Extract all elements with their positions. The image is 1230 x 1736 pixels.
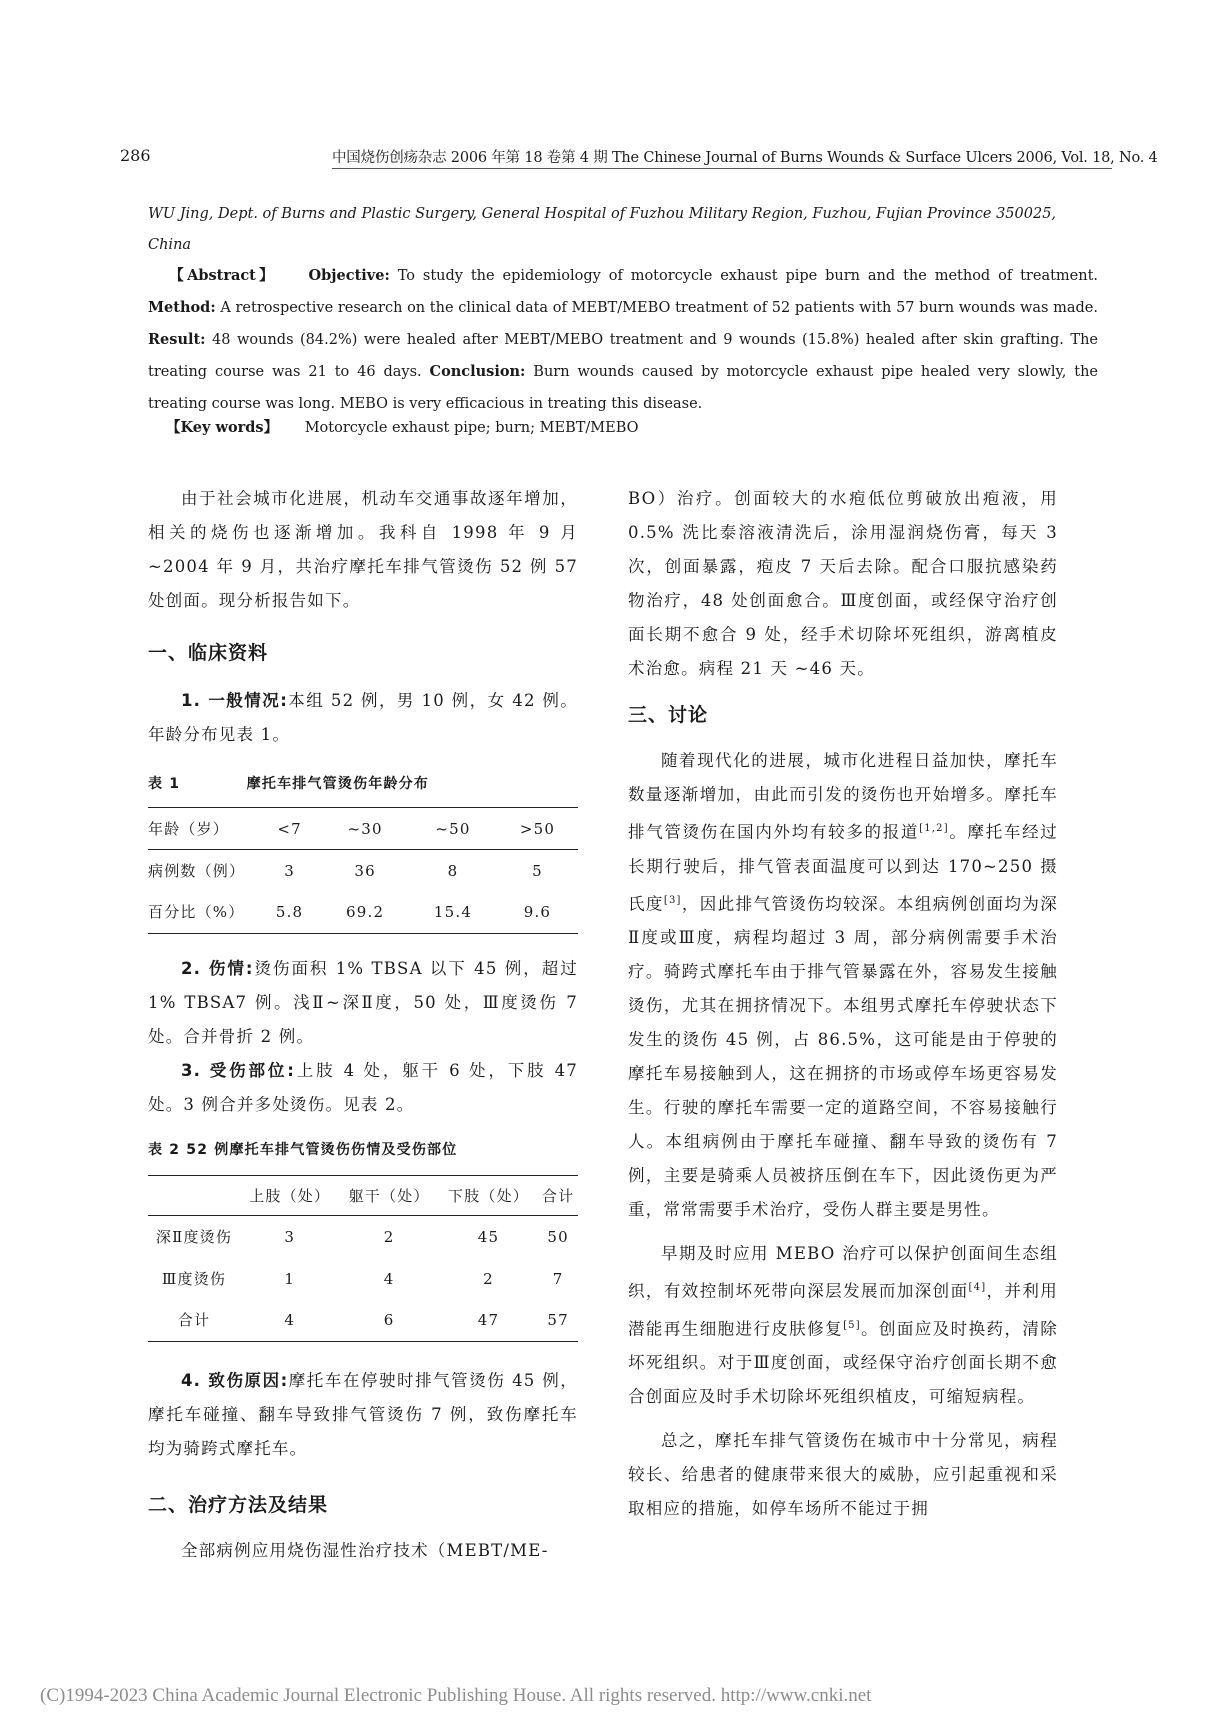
table-1-cell: 百分比（%） [148, 903, 245, 922]
table-1 [148, 807, 578, 934]
objective-label: Objective: [308, 267, 390, 284]
table-2-cell: 2 [383, 1227, 395, 1246]
method-label: Method: [148, 299, 216, 316]
table-1-cell: 8 [447, 861, 459, 880]
right-column [628, 482, 1058, 1526]
table-2-header-cell: 下肢（处） [448, 1186, 530, 1205]
table-2-cell: 深Ⅱ度烫伤 [155, 1227, 233, 1246]
discussion-1-part-a: 随着现代化的进展，城市化进程日益加快，摩托车数量逐渐增加，由此而引发的烫伤也开始增多。摩托车排气管烫伤在国内外均有较多的报道 [628, 751, 1058, 842]
discussion-paragraph-2 [628, 1237, 1058, 1414]
table-1-cell: ~30 [347, 819, 383, 838]
table-2-row [148, 1300, 578, 1342]
table-1-cell: 年龄（岁） [148, 819, 230, 838]
table-1-cell: 69.2 [346, 903, 385, 922]
copyright-footer: (C)1994-2023 China Academic Journal Electronic Publishing House. All rights reserved. http://www.cnki.net [40, 1685, 872, 1706]
table-2-cell: 2 [483, 1269, 494, 1288]
item-1-text: 本组 52 例，男 10 例，女 42 例。年龄分布见表 1。 [148, 691, 578, 744]
item-1-paragraph [148, 684, 578, 752]
table-2-cell: 50 [547, 1227, 569, 1246]
left-column [148, 482, 578, 1568]
table-2-header-cell: 合计 [541, 1186, 575, 1205]
table-2-cell: Ⅲ度烫伤 [161, 1269, 227, 1288]
table-1-label: 表 1 [148, 776, 181, 792]
item-2-paragraph [148, 952, 578, 1054]
table-2-cell: 7 [552, 1269, 564, 1288]
item-1-label: 1. 一般情况: [181, 691, 288, 710]
table-2-cell: 合计 [177, 1311, 211, 1330]
table-2-cell: 45 [477, 1227, 500, 1246]
affiliation-line-1: WU Jing, Dept. of Burns and Plastic Surgery, General Hospital of Fuzhou Military Region, Fuzhou, Fujian Province 350025, [148, 206, 1057, 222]
reference-5: [5] [843, 1319, 861, 1331]
english-abstract [148, 260, 1098, 420]
reference-4: [4] [968, 1282, 987, 1293]
treatment-paragraph: BO）治疗。创面较大的水疱低位剪破放出疱液，用 0.5% 洗比泰溶液清洗后，涂用湿润烧伤膏，每天 3 次，创面暴露，疱皮 7 天后去除。配合口服抗感染药物治疗，48 处创面愈合。Ⅲ度创面，或经保守治疗创面长期不愈合 9 处，经手术切除坏死组织，游离植皮术治愈。病程 21 天 ~46 天。 [628, 489, 1058, 678]
table-1-row [148, 892, 578, 934]
page-number: 286 [120, 146, 151, 165]
item-4-text: 摩托车在停驶时排气管烫伤 45 例，摩托车碰撞、翻车导致排气管烫伤 7 例，致伤摩托车均为骑跨式摩托车。 [148, 1371, 578, 1458]
table-2-header-row [148, 1176, 578, 1216]
item-2-label: 2. 伤情: [181, 959, 254, 978]
section-2-title: 二、治疗方法及结果 [148, 1494, 329, 1516]
keywords-label: 【Key words】 [166, 419, 279, 436]
table-2 [148, 1175, 578, 1342]
item-3-paragraph [148, 1054, 578, 1122]
table-2-cell: 3 [284, 1227, 296, 1246]
table-2-row [148, 1258, 578, 1300]
table-1-row [148, 808, 578, 850]
affiliation-line-2: China [148, 237, 192, 253]
table-1-cell: 5.8 [275, 903, 304, 922]
table-2-header-cell [148, 1176, 240, 1216]
reference-3: [3] [663, 894, 682, 906]
conclusion-text: Burn wounds caused by motorcycle exhaust pipe healed very slowly, the treating course was long. MEBO is very efficacious in treating this disease. [148, 364, 1099, 412]
table-2-header-cell: 上肢（处） [249, 1186, 331, 1205]
item-4-label: 4. 致伤原因: [181, 1371, 289, 1390]
intro-paragraph: 由于社会城市化进展，机动车交通事故逐年增加，相关的烧伤也逐渐增加。我科自 1998 年 9 月 ~2004 年 9 月，共治疗摩托车排气管烫伤 52 例 57 处创面。现分析报告如下。 [148, 489, 578, 610]
author-affiliation [148, 199, 1098, 261]
table-1-title: 摩托车排气管烫伤年龄分布 [246, 776, 430, 792]
section-3-title: 三、讨论 [628, 704, 709, 726]
table-1-cell: 9.6 [523, 903, 552, 922]
table-2-cell: 1 [284, 1269, 296, 1288]
item-3-label: 3. 受伤部位: [181, 1061, 296, 1080]
discussion-2-part-b: ，并利用潜能再生细胞进行皮肤修复 [628, 1281, 1058, 1338]
reference-1-2: [1,2] [919, 823, 949, 834]
table-1-cell: 3 [284, 861, 295, 880]
table-1-cell: <7 [277, 819, 302, 838]
table-1-row [148, 850, 578, 892]
result-label: Result: [148, 331, 206, 348]
keywords [166, 416, 639, 437]
discussion-paragraph-1 [628, 744, 1058, 1227]
journal-running-head: 中国烧伤创疡杂志 2006 年第 18 卷第 4 期 The Chinese Journal of Burns Wounds & Surface Ulcers 2006, Vol. 18, No. 4 [332, 150, 1158, 166]
method-text: A retrospective research on the clinical data of MEBT/MEBO treatment of 52 patients with 57 burn wounds was made. [220, 300, 1098, 316]
objective-text: To study the epidemiology of motorcycle exhaust pipe burn and the method of treatment. [397, 268, 1099, 284]
conclusion-label: Conclusion: [429, 363, 526, 380]
table-1-cell: 15.4 [433, 903, 473, 922]
table-1-cell: 36 [354, 861, 376, 880]
abstract-label: 【Abstract】 [166, 267, 277, 284]
discussion-2-part-c: 。创面应及时换药，清除坏死组织。对于Ⅲ度创面，或经保守治疗创面长期不愈合创面应及时手术切除坏死组织植皮，可缩短病程。 [628, 1319, 1058, 1406]
item-3-text: 上肢 4 处，躯干 6 处，下肢 47 处。3 例合并多处烫伤。见表 2。 [148, 1061, 578, 1114]
table-2-header-cell: 躯干（处） [348, 1186, 430, 1205]
discussion-2-part-a: 早期及时应用 MEBO 治疗可以保护创面间生态组织，有效控制坏死带向深层发展而加深创面 [628, 1244, 1058, 1301]
section-2-paragraph: 全部病例应用烧伤湿性治疗技术（MEBT/ME- [181, 1541, 549, 1560]
table-2-cell: 4 [284, 1311, 296, 1330]
table-1-caption [148, 766, 578, 801]
discussion-1-part-c: ，因此排气管烫伤均较深。本组病例创面均为深Ⅱ度或Ⅲ度，病程均超过 3 周，部分病例需要手术治疗。骑跨式摩托车由于排气管暴露在外，容易发生接触烫伤，尤其在拥挤情况下。本组男式摩托车停驶状态下发生的烫伤 45 例，占 86.5%，这可能是由于停驶的摩托车易接触到人，这在拥挤的市场或停车场更容易发生。行驶的摩托车需要一定的道路空间，不容易接触行人。本组病例由于摩托车碰撞、翻车导致的烫伤有 7 例，主要是骑乘人员被挤压倒在车下，因此烫伤更为严重，常常需要手术治疗，受伤人群主要是男性。 [628, 894, 1059, 1219]
conclusion-paragraph: 总之，摩托车排气管烫伤在城市中十分常见，病程较长、给患者的健康带来很大的威胁，应引起重视和采取相应的措施，如停车场所不能过于拥 [628, 1431, 1058, 1518]
header-rule [332, 168, 1112, 169]
keywords-text: Motorcycle exhaust pipe; burn; MEBT/MEBO [304, 420, 639, 436]
table-1-cell: >50 [519, 819, 556, 838]
table-2-cell: 4 [383, 1269, 395, 1288]
item-4-paragraph [148, 1364, 578, 1466]
table-2-title: 表 2 52 例摩托车排气管烫伤伤情及受伤部位 [148, 1142, 458, 1158]
table-2-caption [148, 1132, 578, 1167]
section-1-title: 一、临床资料 [148, 642, 269, 664]
result-text: 48 wounds (84.2%) were healed after MEBT/MEBO treatment and 9 wounds (15.8%) healed after skin grafting. The treating course was 21 to 46 days. [148, 332, 1098, 380]
table-2-row [148, 1216, 578, 1258]
discussion-1-part-b: 。摩托车经过长期行驶后，排气管表面温度可以到达 170~250 摄氏度 [628, 822, 1058, 913]
table-1-cell: 5 [532, 861, 543, 880]
table-1-cell: 病例数（例） [148, 861, 246, 880]
table-2-cell: 6 [383, 1311, 395, 1330]
table-2-cell: 57 [547, 1311, 569, 1330]
item-2-text: 烫伤面积 1% TBSA 以下 45 例，超过 1% TBSA7 例。浅Ⅱ~深Ⅱ度，50 处，Ⅲ度烫伤 7 处。合并骨折 2 例。 [148, 959, 578, 1046]
table-1-cell: ~50 [435, 819, 471, 838]
table-2-cell: 47 [477, 1311, 500, 1330]
